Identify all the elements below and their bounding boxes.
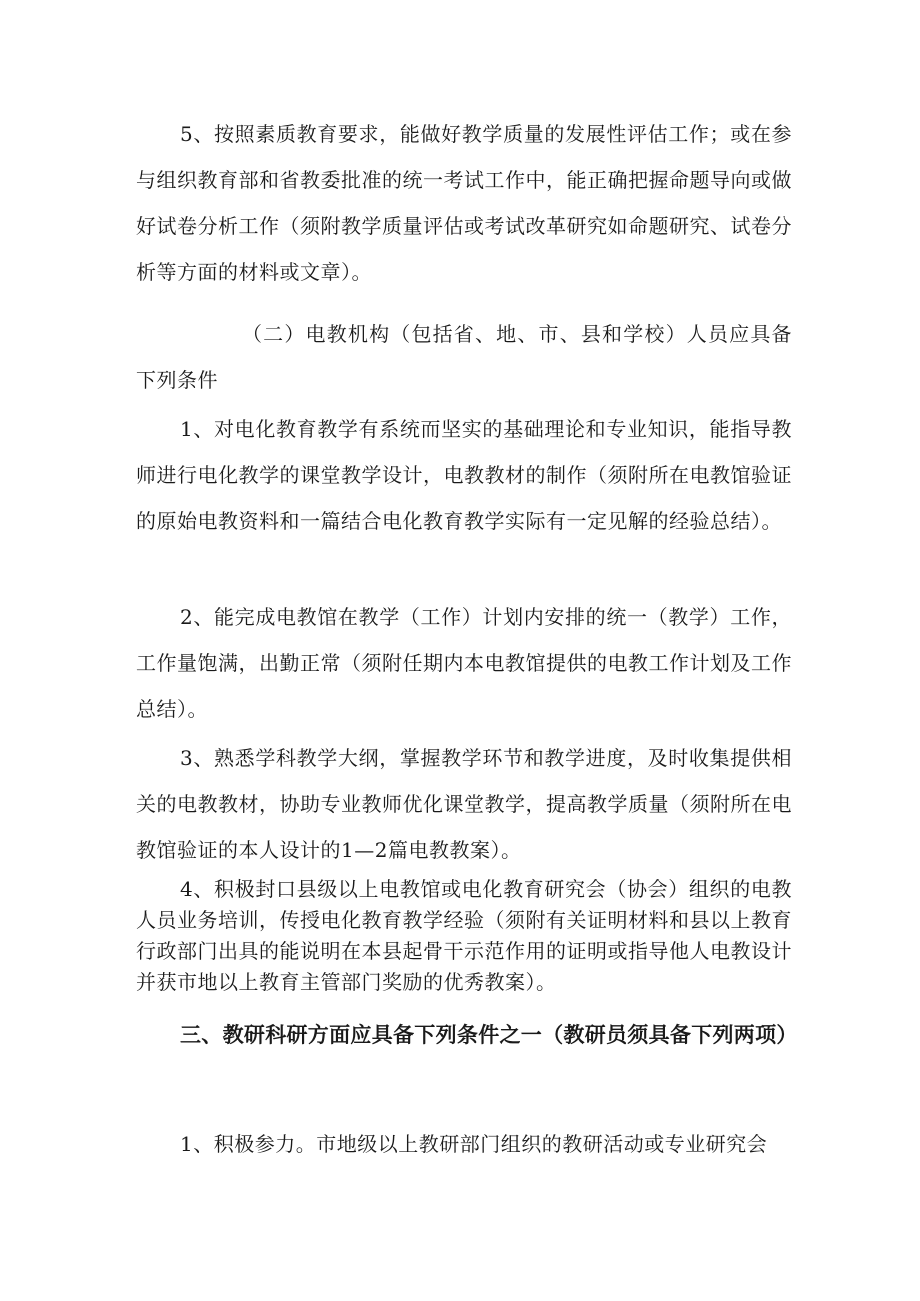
paragraph-workload: 2、能完成电教馆在教学（工作）计划内安排的统一（教学）工作，工作量饱满，出勤正常（须附任期内本电教馆提供的电教工作计划及工作总结）。 [136, 605, 792, 721]
section-heading-research: 三、教研科研方面应具备下列条件之一（教研员须具备下列两项） [180, 1023, 798, 1047]
paragraph-theory-knowledge: 1、对电化教育教学有系统而坚实的基础理论和专业知识，能指导教师进行电化教学的课堂教学设计，电教教材的制作（须附所在电教馆验证的原始电教资料和一篇结合电化教育教学实际有一定见解的经验总结）。 [136, 417, 792, 533]
paragraph-quality-assessment: 5、按照素质教育要求，能做好教学质量的发展性评估工作；或在参与组织教育部和省教委批准的统一考试工作中，能正确把握命题导向或做好试卷分析工作（须附教学质量评估或考试改革研究如命题研究、试卷分析等方面的材料或文章）。 [136, 122, 792, 284]
paragraph-training: 4、积极封口县级以上电教馆或电化教育研究会（协会）组织的电教人员业务培训，传授电化教育教学经验（须附有关证明材料和县以上教育行政部门出具的能说明在本县起骨干示范作用的证明或指导他人电教设计并获市地以上教育主管部门奖励的优秀教案）。 [136, 877, 792, 994]
paragraph-syllabus: 3、熟悉学科教学大纲，掌握教学环节和教学进度，及时收集提供相关的电教教材，协助专业教师优化课堂教学，提高教学质量（须附所在电教馆验证的本人设计的1—2篇电教教案）。 [136, 746, 792, 862]
section-heading-av-institutions: （二）电教机构（包括省、地、市、县和学校）人员应具备下列条件 [136, 322, 792, 392]
paragraph-research-activities: 1、积极参力。市地级以上教研部门组织的教研活动或专业研究会 [180, 1132, 768, 1156]
